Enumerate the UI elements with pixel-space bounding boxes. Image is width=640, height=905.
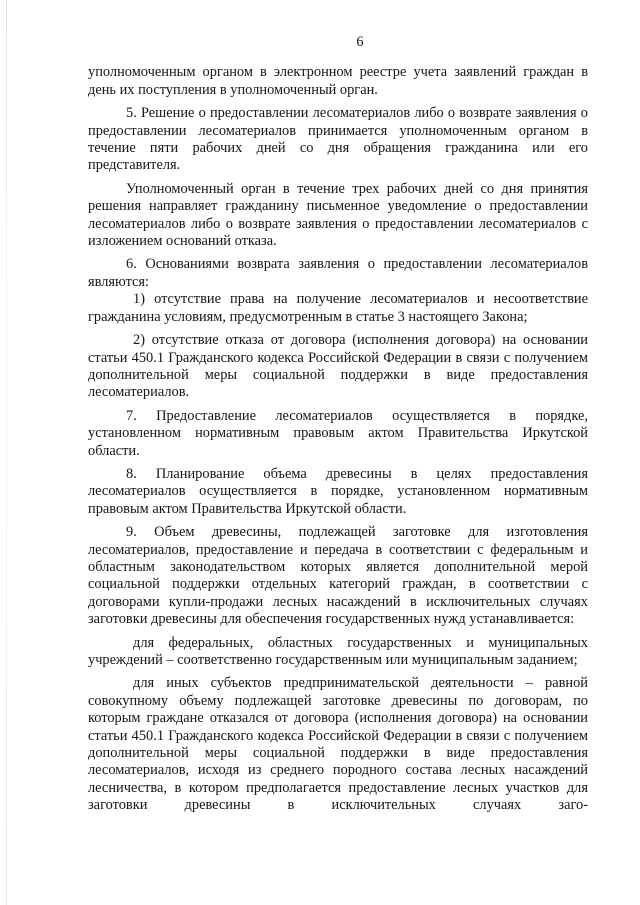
paragraph-5: 5. Решение о предоставлении лесоматериалов либо о возврате заявления о предоставлении лесоматериалов принимается уполномоченным органом в течение пяти рабочих дней со дня обращения гражданина или его представителя. — [88, 105, 588, 174]
page-number: 6 — [356, 34, 364, 50]
paragraph-notification: Уполномоченный орган в течение трех рабочих дней со дня принятия решения направляет гражданину письменное уведомление о предоставлении лесоматериалов либо о возврате заявления о предоставлении лесоматериалов с изложением оснований отказа. — [88, 180, 588, 250]
paragraph-7: 7. Предоставление лесоматериалов осуществляется в порядке, установленном нормативным правовым актом Правительства Иркутской области. — [88, 407, 588, 459]
paragraph-9-other-subjects: для иных субъектов предпринимательской деятельности – равной совокупному объему подлежащей заготовке древесины по договорам, по которым граждане отказался от договора (исполнения договора) на основании статьи 450.1 Гражданского кодекса Российской Федерации в связи с получением дополнительной меры социальной поддержки в виде предоставления лесоматериалов, исходя из среднего породного состава лесных насаждений лесничества, в котором предполагается предоставление лесных участков для заготовки древесины в исключительных случаях заго- — [88, 675, 588, 814]
document-body — [88, 64, 588, 814]
paragraph-8: 8. Планирование объема древесины в целях предоставления лесоматериалов осуществляется в порядке, установленном нормативным правовым актом Правительства Иркутской области. — [88, 465, 588, 517]
paragraph-6-item-1: 1) отсутствие права на получение лесоматериалов и несоответствие гражданина условиям, предусмотренным в статье 3 настоящего Закона; — [88, 291, 588, 325]
paragraph-continuation: уполномоченным органом в электронном реестре учета заявлений граждан в день их поступления в уполномоченный орган. — [88, 64, 588, 98]
paragraph-9-federal: для федеральных, областных государственных и муниципальных учреждений – соответственно государственным или муниципальным заданием; — [88, 634, 588, 668]
scan-edge — [6, 0, 7, 905]
paragraph-9: 9. Объем древесины, подлежащей заготовке для изготовления лесоматериалов, предоставление и передача в соответствии с федеральным и областным законодательством которых является дополнительной мерой социальной поддержки отдельных категорий граждан, в соответствии с договорами купли-продажи лесных насаждений в исключительных случаях заготовки древесины для обеспечения государственных нужд устанавливается: — [88, 524, 588, 628]
paragraph-6-item-2: 2) отсутствие отказа от договора (исполнения договора) на основании статьи 450.1 Гражданского кодекса Российской Федерации в связи с получением дополнительной меры социальной поддержки в виде предоставления лесоматериалов. — [88, 332, 588, 401]
paragraph-6: 6. Основаниями возврата заявления о предоставлении лесоматериалов являются: — [88, 256, 588, 290]
